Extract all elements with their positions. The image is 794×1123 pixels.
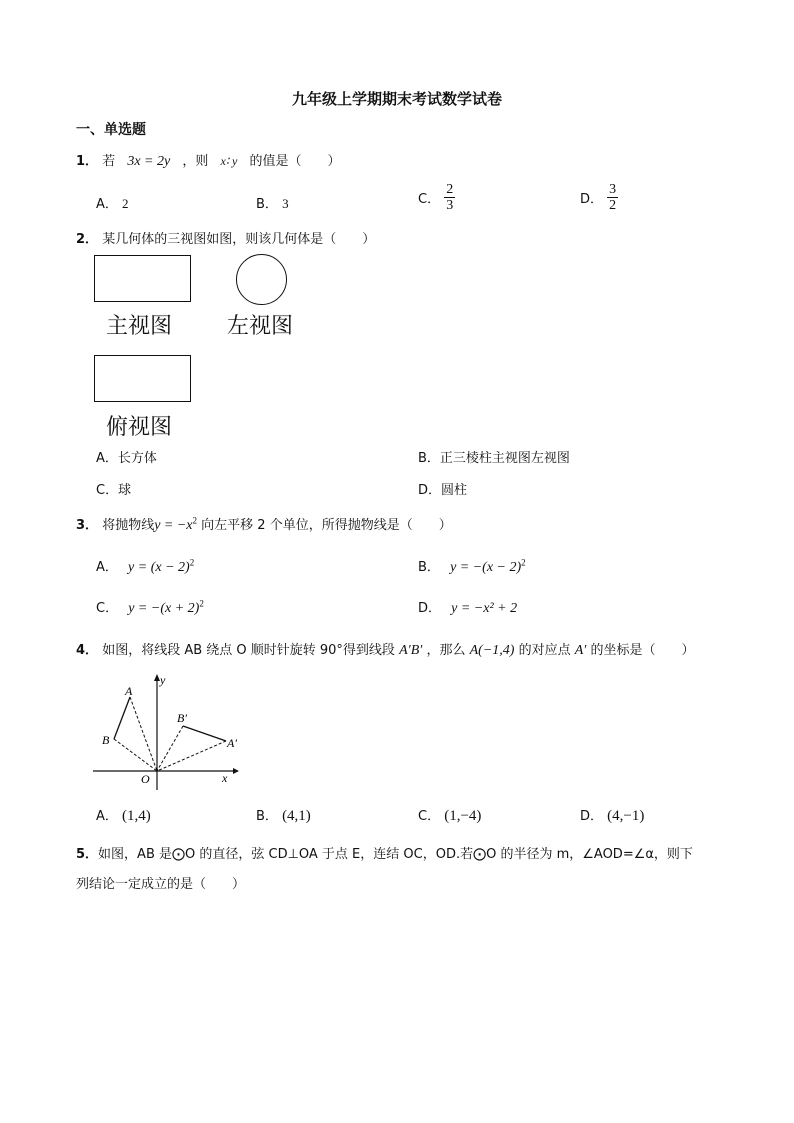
option-text: y = −(x − 2) (450, 560, 522, 575)
segment-ab (114, 697, 130, 739)
question-number: 5． (76, 847, 99, 862)
option-text: 长方体 (117, 451, 157, 466)
exponent: 2 (189, 557, 195, 568)
segment-a2b2 (183, 726, 226, 741)
ratio-expression: x∶ y (220, 154, 238, 168)
stem-text: 向左平移 2 个单位，所得抛物线是（ ） (201, 518, 452, 533)
option-text: y = −(x + 2) (128, 601, 200, 616)
stem-text: 若 (102, 154, 116, 169)
option-letter: C． (96, 483, 119, 498)
label-y: y (160, 673, 166, 687)
question-number: 1． (76, 154, 99, 169)
dashed-ob2 (157, 726, 183, 771)
option-letter: D． (418, 601, 442, 616)
question-3-stem (76, 514, 452, 534)
option-letter: C． (418, 192, 441, 207)
x-axis-arrow (233, 768, 239, 774)
question-5-stem-continued: 列结论一定成立的是（ ） (76, 877, 246, 892)
question-number: 2． (76, 232, 99, 247)
option-text: (4,−1) (607, 808, 645, 824)
top-view-label: 俯视图 (106, 415, 173, 440)
rotation-figure (88, 670, 248, 794)
option-d[interactable] (580, 182, 618, 213)
option-letter: D． (580, 809, 604, 824)
label-origin: O (141, 772, 150, 786)
section-heading: 一、单选题 (76, 122, 146, 138)
equation: y = −x (154, 518, 193, 533)
option-text: y = (x − 2) (128, 560, 190, 575)
stem-text: 将抛物线 (102, 518, 155, 533)
exponent: 2 (521, 557, 526, 568)
option-a[interactable] (96, 447, 157, 466)
question-1-stem (76, 150, 340, 170)
option-letter: C． (418, 809, 441, 824)
question-2-stem (76, 228, 375, 247)
option-text: y = −x² + 2 (451, 601, 518, 616)
option-c[interactable] (418, 182, 455, 213)
dashed-ob (114, 739, 157, 771)
side-view-label: 左视图 (227, 314, 294, 339)
option-a[interactable] (96, 193, 129, 212)
option-text: 3 (282, 196, 289, 211)
option-letter: A． (96, 809, 118, 824)
stem-text: ，则 (182, 154, 209, 169)
stem-text: 某几何体的三视图如图，则该几何体是（ ） (102, 232, 376, 247)
stem-text: 如图，将线段 AB 绕点 O 顺时针旋转 90°得到线段 (102, 643, 395, 658)
denominator: 2 (609, 198, 617, 213)
option-a[interactable] (96, 805, 151, 825)
stem-text: ，那么 (426, 643, 466, 658)
option-c[interactable] (96, 597, 204, 617)
exponent: 2 (199, 598, 204, 609)
option-letter: A． (96, 451, 118, 466)
option-text: (4,1) (282, 808, 311, 824)
option-d[interactable] (580, 805, 644, 825)
stem-text: 如图，AB 是⨀O 的直径，弦 CD⊥OA 于点 E，连结 OC，OD.若⨀O 的半径为 m，∠AOD=∠α，则下 (98, 847, 693, 862)
option-d[interactable] (418, 479, 467, 498)
side-view-circle (236, 254, 287, 305)
exponent: 2 (192, 515, 198, 526)
point-label: A(−1,4) (469, 643, 515, 658)
option-letter: B． (418, 560, 440, 575)
option-text: 2 (122, 196, 129, 211)
option-text: 球 (118, 483, 132, 498)
numerator: 3 (609, 182, 617, 197)
denominator: 3 (446, 198, 454, 213)
option-letter: D． (580, 192, 604, 207)
dashed-oa (130, 697, 157, 771)
front-view-label: 主视图 (106, 314, 173, 339)
top-view-rectangle (94, 355, 191, 402)
option-b[interactable] (256, 193, 289, 212)
label-x: x (222, 771, 228, 785)
question-number: 3． (76, 518, 99, 533)
label-b-prime: B′ (177, 711, 187, 725)
label-b: B (102, 733, 110, 747)
option-letter: C． (96, 601, 119, 616)
option-text: (1,−4) (444, 808, 482, 824)
point-label: A′ (574, 643, 587, 658)
option-text: 圆柱 (441, 483, 468, 498)
question-5-stem (76, 843, 693, 862)
option-letter: B． (256, 809, 278, 824)
option-letter: B． (256, 197, 278, 212)
option-letter: B． (418, 451, 440, 466)
option-b[interactable] (418, 556, 526, 576)
option-c[interactable] (418, 805, 481, 825)
option-d[interactable] (418, 597, 517, 617)
dashed-oa2 (157, 741, 226, 771)
segment-label: A′B′ (399, 643, 423, 658)
numerator: 2 (446, 182, 454, 197)
stem-text: 的坐标是（ ） (590, 643, 695, 658)
option-text: 正三棱柱主视图左视图 (439, 451, 570, 466)
option-c[interactable] (96, 479, 131, 498)
fraction (444, 182, 455, 213)
label-a-prime: A′ (227, 736, 237, 750)
equation: 3x = 2y (127, 154, 171, 169)
front-view-rectangle (94, 255, 191, 302)
label-a: A (125, 684, 133, 698)
option-b[interactable] (418, 447, 570, 466)
fraction (607, 182, 618, 213)
question-4-stem (76, 639, 695, 659)
page-title: 九年级上学期期末考试数学试卷 (291, 90, 502, 108)
option-a[interactable] (96, 556, 194, 576)
option-text: (1,4) (122, 808, 151, 824)
option-letter: A． (96, 197, 118, 212)
option-letter: D． (418, 483, 442, 498)
stem-text: 的对应点 (518, 643, 571, 658)
question-number: 4． (76, 643, 99, 658)
option-b[interactable] (256, 805, 311, 825)
option-letter: A． (96, 560, 118, 575)
stem-text: 的值是（ ） (249, 154, 341, 169)
